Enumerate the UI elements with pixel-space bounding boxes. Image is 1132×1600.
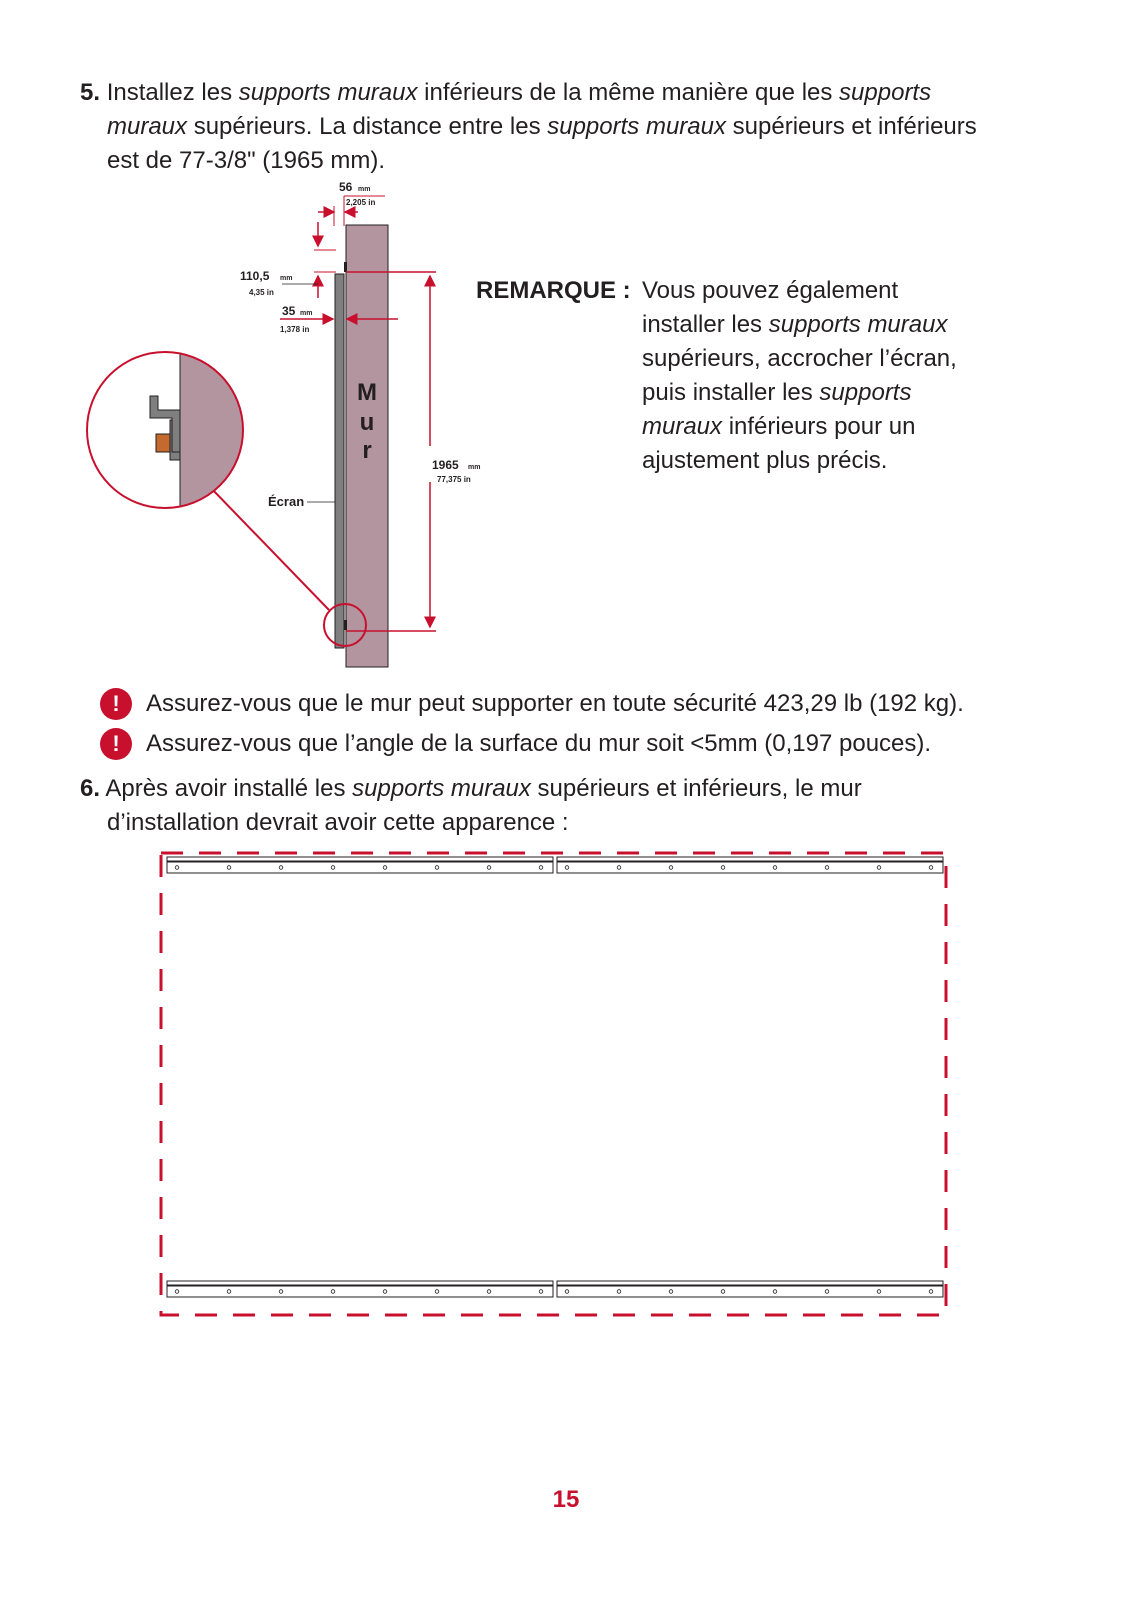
step-6-paragraph	[80, 772, 1070, 840]
step-5-line-2: muraux supérieurs. La distance entre les supports muraux supérieurs et inférieurs	[107, 113, 977, 140]
warning-weight-text: Assurez-vous que le mur peut supporter en toute sécurité 423,29 lb (192 kg).	[146, 690, 964, 717]
step-6-line-2: d’installation devrait avoir cette apparence :	[107, 809, 569, 836]
step-5-line-3: est de 77-3/8" (1965 mm).	[107, 147, 385, 174]
note-line-3: supérieurs, accrocher l’écran,	[642, 345, 957, 372]
dim-1965-inches: 77,375 in	[437, 475, 471, 484]
step-5-number: 5.	[80, 79, 101, 106]
warning-icon: !	[100, 728, 132, 760]
step-6-number: 6.	[80, 775, 101, 802]
installation-wall-diagram	[155, 846, 955, 1326]
upper-right-rail	[557, 857, 943, 873]
wall-rails	[167, 857, 943, 1297]
warning-icon: !	[100, 688, 132, 720]
screen-label: Écran	[268, 494, 305, 509]
dim-56-inches: 2,205 in	[346, 198, 376, 207]
dim-1965-value: 1965	[432, 458, 459, 472]
note-line-6: ajustement plus précis.	[642, 447, 888, 474]
dim-1965-unit: mm	[468, 464, 481, 471]
lower-bracket	[344, 620, 347, 630]
note-label: REMARQUE :	[476, 277, 631, 304]
wall-letter-m: M	[357, 379, 377, 406]
detail-zoom-view	[80, 340, 260, 520]
warning-weight	[100, 688, 964, 720]
dim-110-inches: 4,35 in	[249, 288, 274, 297]
note-line-2: installer les supports muraux	[642, 311, 948, 338]
warning-angle-text: Assurez-vous que l’angle de la surface du mur soit <5mm (0,197 pouces).	[146, 730, 932, 757]
display-outline-dashed	[161, 853, 946, 1315]
upper-bracket	[344, 262, 347, 272]
dim-110-unit: mm	[280, 275, 293, 282]
step-6-line-1: Après avoir installé les supports muraux supérieurs et inférieurs, le mur	[105, 775, 862, 802]
page-number: 15	[552, 1486, 580, 1513]
lower-left-rail	[167, 1281, 553, 1297]
wall-letter-r: r	[362, 437, 372, 464]
side-view-diagram	[80, 176, 540, 676]
wall-letter-u: u	[359, 409, 375, 436]
dim-56-value: 56	[339, 180, 353, 194]
note-line-4: puis installer les supports	[642, 379, 912, 406]
upper-left-rail	[167, 857, 553, 873]
dim-35-unit: mm	[300, 310, 313, 317]
dim-110-value: 110,5	[240, 269, 270, 283]
note-line-5: muraux inférieurs pour un	[642, 413, 916, 440]
lower-right-rail	[557, 1281, 943, 1297]
dim-35-inches: 1,378 in	[280, 325, 310, 334]
warning-angle	[100, 728, 931, 760]
step-5-line-1: Installez les supports muraux inférieurs de la même manière que les supports	[106, 79, 932, 106]
step-5-paragraph	[80, 76, 1070, 178]
note-line-1: Vous pouvez également	[642, 277, 899, 304]
note-text	[642, 274, 1002, 478]
bolt	[156, 434, 170, 452]
dim-56-unit: mm	[358, 186, 371, 193]
screen-panel	[335, 274, 344, 648]
dim-35-value: 35	[282, 304, 296, 318]
